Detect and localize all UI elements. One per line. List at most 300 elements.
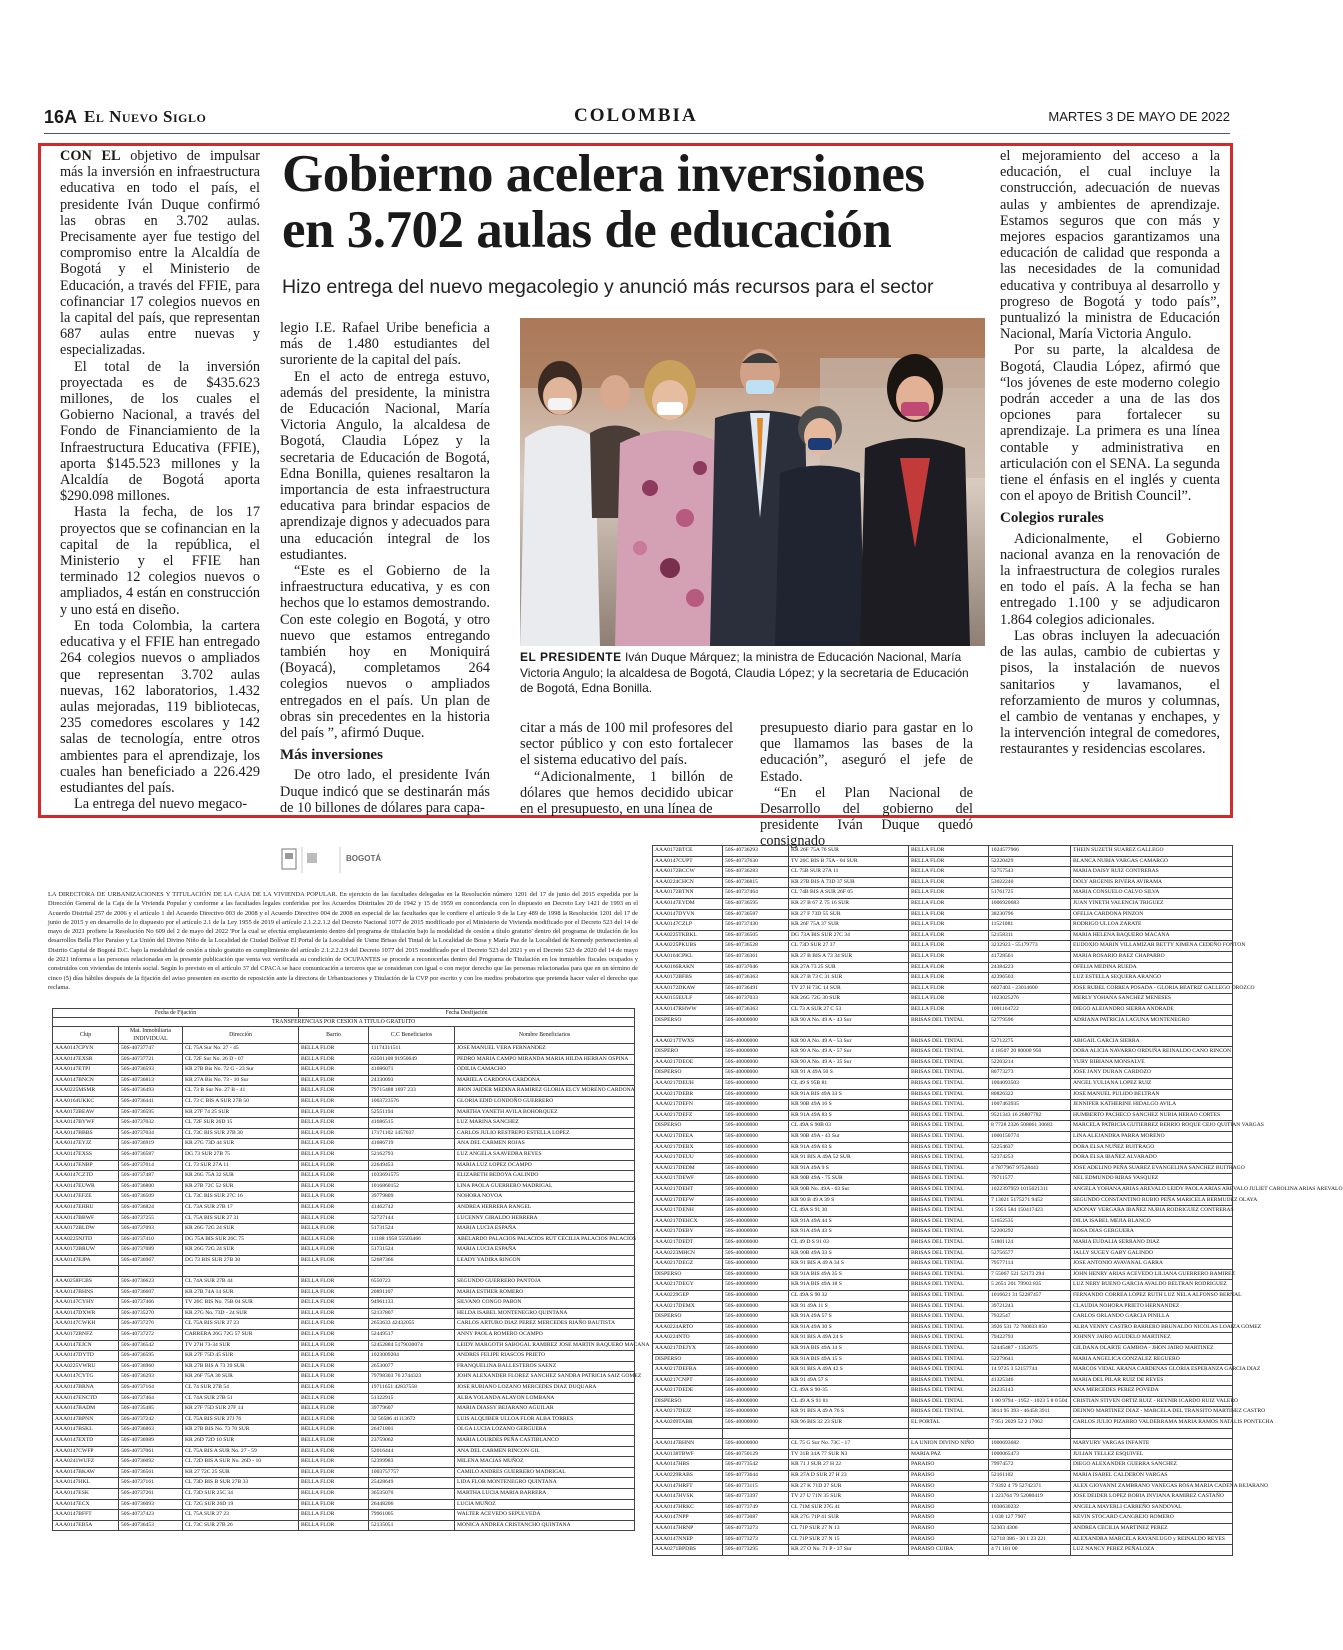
table-cell: CL 71P SUR 27 N 13: [789, 1524, 909, 1535]
table-cell: BELLA FLOR: [299, 1128, 369, 1139]
table-row: [53, 1277, 635, 1288]
table-cell: YURY BIBIANA MONSALVE: [1071, 1057, 1233, 1068]
table-body: [53, 1044, 650, 1531]
table-cell: CL 73D SUR 25C 34: [183, 1488, 299, 1499]
paragraph: Adicionalmente, el Gobierno nacional avanza en la renovación de la infraestructura de colegios rurales en todo el país. A la fecha se han entregado 1.100 y se adjudicaron 1.864 colegios adicionales.: [1000, 530, 1220, 628]
table-cell: 17171102 1457037: [369, 1128, 455, 1139]
table-cell: AAA0147NNEP: [653, 1534, 723, 1545]
table-cell: 26471801: [369, 1425, 455, 1436]
table-cell: CL 73 B Sur No. 27 B - 41: [183, 1086, 299, 1097]
table-cell: MARIA ESTHER ROMERO: [455, 1287, 635, 1298]
table-cell: CARLOS JULIO RESTREPO ESTELLA LOPEZ: [455, 1128, 635, 1139]
table-cell: 51801124: [989, 1237, 1071, 1248]
table-cell: 50S-40736453: [119, 1520, 183, 1531]
table-cell: 36535070: [369, 1488, 455, 1499]
table-cell: 41686515: [369, 1118, 455, 1129]
table-cell: 79961005: [369, 1510, 455, 1521]
table-cell: KR 27B BIS A 73 39 SUR: [183, 1361, 299, 1372]
table-cell: KR 91A BIS 49A 15 S: [789, 1354, 909, 1365]
table-cell: BRISAS DEL TINTAL: [909, 1047, 989, 1058]
table-cell: 1006920683: [989, 898, 1071, 909]
table-cell: 50S-40000000: [723, 1079, 789, 1090]
table-cell: AAA0225MSMR: [53, 1086, 119, 1097]
table-row: [53, 1383, 635, 1394]
table-band-title: TRANSFERENCIAS POR CESION A TITULO GRATUITO: [53, 1018, 635, 1027]
table-cell: BELLA FLOR: [299, 1478, 369, 1489]
table-cell: 50S-40773397: [723, 1492, 789, 1503]
table-cell: 50S-40000000: [723, 1439, 789, 1450]
table-cell: 52016444: [369, 1446, 455, 1457]
table-cell: AAA0217DEFW: [653, 1195, 723, 1206]
table-cell: 50S-40736919: [119, 1139, 183, 1150]
table-cell: BRISAS DEL TINTAL: [909, 1057, 989, 1068]
table-cell: CL 49 D S 91 03: [789, 1237, 909, 1248]
table-cell: KR 27 K 71D 27 SUR: [789, 1481, 909, 1492]
table-cell: 50S-40000000: [723, 1047, 789, 1058]
table-cell: 50S-40737466: [119, 1298, 183, 1309]
table-cell: LINA PAOLA GUERRERO MADRIGAL: [455, 1181, 635, 1192]
table-cell: 14 9725 3 52157744: [989, 1365, 1071, 1376]
table-row: [653, 1036, 1233, 1047]
table-cell: AAA0217DEBY: [653, 1227, 723, 1238]
table-cell: AAA0147NPP: [653, 1513, 723, 1524]
table-cell: BELLA FLOR: [299, 1319, 369, 1330]
table-cell: 50S-40737410: [119, 1234, 183, 1245]
table-cell: KR 90 A No. 49 A - 53 Sur: [789, 1036, 909, 1047]
table-row: [653, 1354, 1233, 1365]
table-cell: 50S-40737046: [723, 962, 789, 973]
table-cell: AAA0217DENH: [653, 1206, 723, 1217]
table-cell: AAA0147EYJZ: [53, 1139, 119, 1150]
table-cell: TV 26C BIS B 75A - 04 SUR: [789, 856, 909, 867]
table-row: [653, 1121, 1233, 1132]
table-cell: TV 27 H 73C 14 SUR: [789, 983, 909, 994]
table-row: [53, 1467, 635, 1478]
table-row: [653, 1206, 1233, 1217]
table-cell: [119, 1266, 183, 1277]
table-cell: [989, 1026, 1071, 1037]
table-cell: AAA0217DEDE: [653, 1386, 723, 1397]
table-cell: 26448206: [369, 1499, 455, 1510]
table-cell: [653, 1026, 723, 1037]
table-row: [53, 1425, 635, 1436]
table-cell: BRISAS DEL TINTAL: [909, 1036, 989, 1047]
table-cell: 11174311511: [369, 1044, 455, 1055]
table-cell: BRISAS DEL TINTAL: [909, 1015, 989, 1026]
table-cell: CL 72G SUR 26D 19: [183, 1499, 299, 1510]
table-row: [53, 1065, 635, 1076]
table-cell: DOLY ARGENIS RIVERA AVIRAMA: [1071, 877, 1233, 888]
table-cell: 50S-40736361: [723, 951, 789, 962]
table-row: [653, 1089, 1233, 1100]
table-cell: DISPERO: [653, 1047, 723, 1058]
table-cell: AAA0147DXWR: [53, 1308, 119, 1319]
table-cell: DG 73 SUR 27B 75: [183, 1149, 299, 1160]
table-cell: TV 27H 73-34 SUR: [183, 1340, 299, 1351]
table-cell: AAA0172BCCW: [653, 867, 723, 878]
table-cell: MARIA DEL PILAR RUIZ DE REYES: [1071, 1375, 1233, 1386]
table-cell: 7 13021 5175271 9452: [989, 1195, 1071, 1206]
table-cell: AAA0217DEGY: [653, 1280, 723, 1291]
table-cell: 52452884 5179030074: [369, 1340, 455, 1351]
table-cell: MARIA CONSUELO CALVO SILVA: [1071, 888, 1233, 899]
table-cell: AAA0147BPNN: [53, 1414, 119, 1425]
table-row: [653, 1365, 1233, 1376]
table-cell: SILVANO CONGO PABON: [455, 1298, 635, 1309]
table-cell: DEINNO MARTINEZ DIAZ - MARCELA DEL TRANSITO MARTINEZ CASTRO: [1071, 1407, 1233, 1418]
table-cell: AAA0172DKAW: [653, 983, 723, 994]
table-cell: BELLA FLOR: [299, 1065, 369, 1076]
table-cell: BRISAS DEL TINTAL: [909, 1269, 989, 1280]
table-cell: BRISAS DEL TINTAL: [909, 1153, 989, 1164]
table-cell: AAA0147CYTG: [53, 1372, 119, 1383]
table-cell: KR 27B 72C 52 SUR: [183, 1181, 299, 1192]
table-cell: BELLA FLOR: [299, 1520, 369, 1531]
table-cell: HUMBERTO PACHECO SANCHEZ NUBIA HERAO CORTES: [1071, 1110, 1233, 1121]
table-cell: AAA0147BKAW: [53, 1467, 119, 1478]
table-cell: 1030630232: [989, 1502, 1071, 1513]
table-cell: 63501108 91950649: [369, 1054, 455, 1065]
table-cell: 53022240: [989, 877, 1071, 888]
table-cell: BELLA FLOR: [909, 909, 989, 920]
table-cell: 50S-40736960: [119, 1361, 183, 1372]
table-cell: CL 49A S 91 30: [789, 1206, 909, 1217]
table-row: [53, 1435, 635, 1446]
table-cell: 50S-40000000: [723, 1365, 789, 1376]
table-cell: BELLA FLOR: [909, 930, 989, 941]
table-cell: BELLA FLOR: [299, 1330, 369, 1341]
table-cell: ANA DEL CARMEN RINCON GIL: [455, 1446, 635, 1457]
table-cell: PARAISO: [909, 1524, 989, 1535]
table-cell: 50S-40000000: [723, 1068, 789, 1079]
table-cell: CL 74A SUR 27B 44: [183, 1277, 299, 1288]
table-cell: BELLA FLOR: [299, 1393, 369, 1404]
table-cell: 52727144: [369, 1213, 455, 1224]
table-cell: CL 74B BIS A SUR 26F 05: [789, 888, 909, 899]
table-cell: CL 75A BIS SUR 27 23: [183, 1319, 299, 1330]
table-cell: 50S-40736093: [119, 1499, 183, 1510]
table-row: [53, 1245, 635, 1256]
table-cell: 50S-40736800: [119, 1181, 183, 1192]
table-cell: JOSE ANTONIO AVAVANAL GARRA: [1071, 1259, 1233, 1270]
table-cell: BELLA FLOR: [909, 973, 989, 984]
table-cell: DISPERSO: [653, 1121, 723, 1132]
table-cell: 50S-40736863: [119, 1425, 183, 1436]
table-cell: KR 26F 75A 37 SUR: [789, 920, 909, 931]
table-cell: LUCIA MUÑOZ: [455, 1499, 635, 1510]
table-cell: AAA0147ESK: [53, 1488, 119, 1499]
table-cell: 41686719: [369, 1139, 455, 1150]
table-row: [53, 1446, 635, 1457]
table-cell: KR 91A 49A 83 S: [789, 1110, 909, 1121]
table-row: [653, 1280, 1233, 1291]
table-cell: BELLA FLOR: [299, 1499, 369, 1510]
headline-line-1: Gobierno acelera inversiones: [282, 145, 925, 203]
table-cell: 6550723: [369, 1277, 455, 1288]
table-cell: 50S-40000000: [723, 1089, 789, 1100]
table-cell: 52279641: [989, 1354, 1071, 1365]
table-cell: ALEXANDRA MARCELA RAYANLUGO y REINALDO REYES: [1071, 1534, 1233, 1545]
table-cell: 50S-40000000: [723, 1185, 789, 1196]
table-cell: 52200292: [989, 1227, 1071, 1238]
table-cell: JOSE RUBEL CORREA POSADA - GLORIA BEATRIZ GALLEGO OROZCO: [1071, 983, 1233, 994]
table-cell: 50S-40737261: [119, 1488, 183, 1499]
paragraph: Hasta la fecha, de los 17 proyectos que se cofinancian en la capital de la república, el Ministerio y el FFIE han terminado 12 colegios nuevos o ampliados, 4 están en construcción y uno está en diseño.: [60, 504, 260, 618]
table-cell: KR 27A 73 25 SUR: [789, 962, 909, 973]
table-cell: 79711577: [989, 1174, 1071, 1185]
table-cell: KR 91 BIS A 49A 52 SUR: [789, 1153, 909, 1164]
table-cell: CL 71P SUR 27 N 15: [789, 1534, 909, 1545]
paragraph: La entrega del nuevo megaco-: [74, 796, 248, 813]
table-row: [653, 1195, 1233, 1206]
table-cell: MARCOS VIDAL ARANA CARDENAS GLORIA ESPERANZA GARCIA DIAZ: [1071, 1365, 1233, 1376]
table-cell: MARIA LOURDES PEÑA CASTIBLANCO: [455, 1435, 635, 1446]
table-row: [653, 1312, 1233, 1323]
table-cell: OFELIA MEDINA RUEDA: [1071, 962, 1233, 973]
table-cell: AAA0164UKKC: [53, 1096, 119, 1107]
table-cell: MARIA LUZ LOPEZ OCAMPO: [455, 1160, 635, 1171]
table-cell: CL 72F Sur No. 26 D - 07: [183, 1054, 299, 1065]
table-cell: BRISAS DEL TINTAL: [909, 1259, 989, 1270]
table-cell: BRISAS DEL TINTAL: [909, 1375, 989, 1386]
table-row: [653, 983, 1233, 994]
column-header: C.C Beneficiarios: [369, 1027, 455, 1044]
table-cell: KR 90B No. 49A - 63 Sur: [789, 1185, 909, 1196]
paragraph: “En el Plan Nacional de Desarrollo del gobierno del presidente Iván Duque quedó consignado: [760, 784, 973, 850]
table-cell: KR 96 BIS 32 23 SUR: [789, 1418, 909, 1429]
table-cell: 79715488 1697 233: [369, 1086, 455, 1097]
table-cell: AAA0224ARTO: [653, 1322, 723, 1333]
table-cell: BELLA FLOR: [299, 1149, 369, 1160]
newspaper-name: El Nuevo Siglo: [84, 107, 207, 126]
table-cell: [909, 1428, 989, 1439]
table-cell: AAA0147ECX: [53, 1499, 119, 1510]
table-cell: PARAISO: [909, 1460, 989, 1471]
table-cell: DORA ELSA IBAÑEZ ALVARADO: [1071, 1153, 1233, 1164]
table-cell: 1000150774: [989, 1132, 1071, 1143]
table-cell: KR 91A 49A 30 S: [789, 1322, 909, 1333]
table-cell: AAA0209TABR: [653, 1418, 723, 1429]
table-cell: 51322915: [369, 1393, 455, 1404]
table-cell: AAA0172BTCE: [653, 846, 723, 857]
table-cell: KR 27B BIS No. 73 70 SUR: [183, 1425, 299, 1436]
table-cell: [1071, 1026, 1233, 1037]
table-cell: AAA0147EJCN: [53, 1340, 119, 1351]
table-cell: 50S-40000000: [723, 1386, 789, 1397]
table-cell: KR 71 J SUR 27 H 22: [789, 1460, 909, 1471]
table-cell: CL 73A SUR 27B 17: [183, 1202, 299, 1213]
table-cell: 79798303 76 2744323: [369, 1372, 455, 1383]
table-cell: AAA0166RAKN: [653, 962, 723, 973]
table-cell: KR 91 BIS A 49A 24 S: [789, 1333, 909, 1344]
table-cell: BELLA FLOR: [299, 1488, 369, 1499]
table-cell: LINA ALEJANDRA PARRA MORENO: [1071, 1132, 1233, 1143]
table-cell: AAA0147BRNA: [53, 1383, 119, 1394]
issue-date: MARTES 3 DE MAYO DE 2022: [1048, 109, 1230, 124]
table-cell: HELDA ISABEL MONTENEGRO QUINTANA: [455, 1308, 635, 1319]
table-cell: 50S-40000000: [723, 1396, 789, 1407]
table-cell: MONICA ANDREA CRISTANCHO QUINTANA: [455, 1520, 635, 1531]
table-cell: BRISAS DEL TINTAL: [909, 1142, 989, 1153]
table-cell: ODILIA CAMACHO: [455, 1065, 635, 1076]
table-cell: KR 27G No. 73D - 24 SUR: [183, 1308, 299, 1319]
table-cell: 50S-40737721: [119, 1054, 183, 1065]
table-row: [653, 1290, 1233, 1301]
table-cell: BELLA FLOR: [299, 1139, 369, 1150]
table-cell: 79577114: [989, 1259, 1071, 1270]
table-cell: AAA0172BFBS: [653, 973, 723, 984]
table-cell: CL 75A Sur No. 27 - 45: [183, 1044, 299, 1055]
table-cell: BRISAS DEL TINTAL: [909, 1100, 989, 1111]
table-cell: 5 2651 201 79903 835: [989, 1280, 1071, 1291]
table-row: [53, 1330, 635, 1341]
table-cell: KR 91A BIS 49A 35 S: [789, 1269, 909, 1280]
table-cell: JOSE RUBIANO LOZANO MERCEDES DIAZ DUQUARA: [455, 1383, 635, 1394]
table-cell: 50S-40736989: [119, 1435, 183, 1446]
table-cell: BRISAS DEL TINTAL: [909, 1089, 989, 1100]
table-cell: KR 91 A 49A 50 S: [789, 1068, 909, 1079]
table-cell: 6027403 - 23014600: [989, 983, 1071, 994]
table-cell: 1 030 127 7907: [989, 1513, 1071, 1524]
table-cell: 25428649: [369, 1478, 455, 1489]
table-cell: 50S-40736623: [119, 1277, 183, 1288]
table-cell: DISPERSO: [653, 1312, 723, 1323]
table-cell: ALBA YENNY CASTRO BARRERO BRUNALDO NICOLAS LOAIZA GOMEZ: [1071, 1322, 1233, 1333]
table-cell: AAA0147HRNP: [653, 1524, 723, 1535]
table-cell: BELLA FLOR: [299, 1467, 369, 1478]
table-cell: 50S-40736595: [119, 1351, 183, 1362]
table-row: [653, 1524, 1233, 1535]
table-cell: 52158311: [989, 930, 1071, 941]
table-cell: AAA0217DEHCX: [653, 1216, 723, 1227]
table-cell: BELLA FLOR: [299, 1351, 369, 1362]
table-cell: BELLA FLOR: [909, 994, 989, 1005]
paragraph: citar a más de 100 mil profesores del sector público y con esto fortalecer el sistema educativo del país.: [520, 720, 733, 769]
table-cell: KR 27B Bis No. 72 G - 23 Sur: [183, 1065, 299, 1076]
table-row: [53, 1372, 635, 1383]
table-cell: AAA0138TBWF: [653, 1449, 723, 1460]
table-cell: BELLA FLOR: [299, 1202, 369, 1213]
table-cell: BRISAS DEL TINTAL: [909, 1079, 989, 1090]
table-cell: AAA0147EHRU: [53, 1202, 119, 1213]
table-cell: 9521343 16 26807782: [989, 1110, 1071, 1121]
table-cell: MARIA EUDALIA SERRANO DIAZ: [1071, 1237, 1233, 1248]
table-cell: MARTHA YANETH AVILA BOHORQUEZ: [455, 1107, 635, 1118]
table-cell: 50S-40737255: [119, 1213, 183, 1224]
table-cell: ABIGAIL GARCIA SIERRA: [1071, 1036, 1233, 1047]
table-cell: KR 27B 74A 14 SUR: [183, 1287, 299, 1298]
table-row: [653, 1110, 1233, 1121]
table-row: [653, 1142, 1233, 1153]
legal-notice-text: LA DIRECTORA DE URBANIZACIONES Y TITULACIÓN DE LA CAJA DE LA VIVIENDA POPULAR. En ejercicio de las facultades delegadas en la Resolución número 1201 del 17 de junio del 2015 expedida por la Dirección General de la Caja de la Vivienda Popular y conforme a las facultades legales conferidas por los Acuerdos Distritales 20 de 1942 y 15 de 1959 en concordancia con lo dispuesto en Decreto Ley 1421 de 1993 en el Acuerdo Distrital 257 de 2006 y el artículo 1 del Acuerdo Directivo 003 de 2008 y el Acuerdo Directivo 004 de 2008 en especial de las facultades que le confiere el artículo 9 de la Ley 489 de 1998 la Resolución 1201 del 17 de junio de 2015 y en desarrollo de lo dispuesto por el artículo 2.1 de la Ley 1955 de 2019 el artículo 2.1.2.2.1.2 del Decreto Nacional 1077 de 2015 modificado por el Ministerio de Vivienda modificado por el Decreto 523 del 14 de mayo de 2021 profiere la Resolución No 609 del 2 de mayo del 2022 'Por la cual se efectúa emplazamiento dentro del programa de titulación bajo la modalidad de cesión a título gratuito' dentro del programa de titulación de los desarrollos Bella Flor Paraíso y La Unión del Divino Niño de la Localidad de Ciudad Bolívar El Portal de la Localidad de Usme Brisas del Tintal de la Localidad de Bosa y María Paz de la Localidad de Kennedy pertenecientes al Distrito Capital de Bogotá D.C. bajo la modalidad de cesión a título gratuito en cumplimiento del artículo 2.1.2.2.2.9 del Decreto 1077 del 2015 modificado por el Decreto 523 del 2021 y en el Decreto 523 de 2020 del 14 de mayo de 2021 informa a las personas relacionadas en la presente publicación que venta vez verificada su condición de OCUPANTES se procede a reconocerlas dentro del Programa de Titulación en los inmuebles fiscales ocupados y construidos con viviendas de interés social. Según lo previsto en el artículo 37 del CPACA se hace comunicación a terceros que se consideran con igual o con mejor derecho que las personas relacionadas para que en un término de cinco (5) días hábiles después de la fijación del aviso presenten en escrito de reposición ante la directora de Urbanizaciones y Titulación de la CVP por escrito y con los medios probatorios que pretenda hacer valer el derecho que reclama.: [48, 891, 638, 991]
table-cell: CL 72F SUR 26D 15: [183, 1118, 299, 1129]
table-row: [653, 951, 1233, 962]
table-row: [653, 909, 1233, 920]
table-cell: AAA0217DEJZ: [653, 1407, 723, 1418]
table-cell: 52756577: [989, 1248, 1071, 1259]
table-cell: BELLA FLOR: [299, 1435, 369, 1446]
table-row: [653, 1248, 1233, 1259]
titles-table-right: [652, 845, 1343, 1556]
table-row: [53, 1202, 635, 1213]
table-row: [653, 1174, 1233, 1185]
table-cell: KR 90 A No. 49 A - 43 Sur: [789, 1015, 909, 1026]
table-cell: 50S-40737161: [119, 1478, 183, 1489]
table-cell: 50S-40000000: [723, 1237, 789, 1248]
table-cell: 50S-40736491: [723, 983, 789, 994]
table-cell: 52551194: [369, 1107, 455, 1118]
table-row: [53, 1520, 635, 1531]
table-cell: ANGELA MAYERLI CARREÑO SANDOVAL: [1071, 1502, 1233, 1513]
table-cell: JOSE MANUEL PULIDO BELTRAN: [1071, 1089, 1233, 1100]
table-cell: MARIA HELENA BAQUERO MACANA: [1071, 930, 1233, 941]
table-cell: MARYURY VARGAS INFANTE: [1071, 1439, 1233, 1450]
table-row: [653, 1545, 1233, 1556]
table-cell: 1016621 31 52287457: [989, 1290, 1071, 1301]
table-cell: AAA0225PKUBS: [653, 941, 723, 952]
table-cell: AAA0172BEAW: [53, 1107, 119, 1118]
table-cell: THEIN SUZETH SUAREZ GALLEGO: [1071, 846, 1233, 857]
table-cell: CL 72D BIS A SUR No. 26D - 10: [183, 1457, 299, 1468]
table-cell: NOHORA NOVOA: [455, 1192, 635, 1203]
table-row: [53, 1171, 635, 1182]
column-header: Barrio: [299, 1027, 369, 1044]
lead-in: CON EL: [60, 148, 121, 164]
table-row: [653, 1471, 1233, 1482]
section-title: COLOMBIA: [574, 105, 698, 126]
bogota-logo-text: BOGOTÁ: [346, 854, 382, 863]
table-cell: 50S-40736493: [119, 1086, 183, 1097]
table-cell: 50S-40000000: [723, 1375, 789, 1386]
table-cell: 39779809: [369, 1192, 455, 1203]
table-cell: CARLOS ARTURO DIAZ PEREZ MERCEDES RIAÑO BAUTISTA: [455, 1319, 635, 1330]
table-row: [653, 1481, 1233, 1492]
table-cell: AAA0217DEDT: [653, 1237, 723, 1248]
table-cell: 39721243: [989, 1301, 1071, 1312]
table-cell: BELLA FLOR: [299, 1160, 369, 1171]
table-row: [53, 1361, 635, 1372]
table-cell: CL 75 G Sur No. 73C - 17: [789, 1439, 909, 1450]
paragraph: De otro lado, el presidente Iván Duque indicó que se destinarán más de 10 billones de dólares para capa-: [280, 767, 490, 816]
table-cell: 50S-40000000: [723, 1418, 789, 1429]
table-row: [653, 1100, 1233, 1111]
table-row: [53, 1319, 635, 1330]
table-cell: KR 27G 71P 41 SUR: [789, 1513, 909, 1524]
table-cell: BRISAS DEL TINTAL: [909, 1333, 989, 1344]
table-cell: [789, 1026, 909, 1037]
table-cell: DILIA ISABEL MEJIA BLANCO: [1071, 1216, 1233, 1227]
table-cell: BELLA FLOR: [299, 1044, 369, 1055]
table-cell: 50S-40737034: [119, 1128, 183, 1139]
table-cell: AAA0229GEP: [653, 1290, 723, 1301]
table-cell: ROSA DIAS GERGUERA: [1071, 1227, 1233, 1238]
table-cell: AAA0147DYVN: [653, 909, 723, 920]
table-cell: AAA0164CPKL: [653, 951, 723, 962]
table-cell: LA UNION DIVINO NIÑO: [909, 1439, 989, 1450]
paragraph: legio I.E. Rafael Uribe beneficia a más de 1.480 estudiantes del suroriente de la capital del país.: [280, 320, 490, 369]
table-row: [653, 1492, 1233, 1503]
table-cell: 51652535: [989, 1216, 1071, 1227]
table-cell: 50S-40737430: [723, 920, 789, 931]
table-cell: BRISAS DEL TINTAL: [909, 1163, 989, 1174]
table-row: [53, 1086, 635, 1097]
table-cell: AAA0223MHCN: [653, 1248, 723, 1259]
table-cell: AAA0147BADM: [53, 1404, 119, 1415]
table-cell: AAA0229RABS: [653, 1471, 723, 1482]
table-cell: 80826322: [989, 1089, 1071, 1100]
table-cell: AAA0147CPYN: [53, 1044, 119, 1055]
table-cell: KR 90B 49A - 75 SUR: [789, 1174, 909, 1185]
